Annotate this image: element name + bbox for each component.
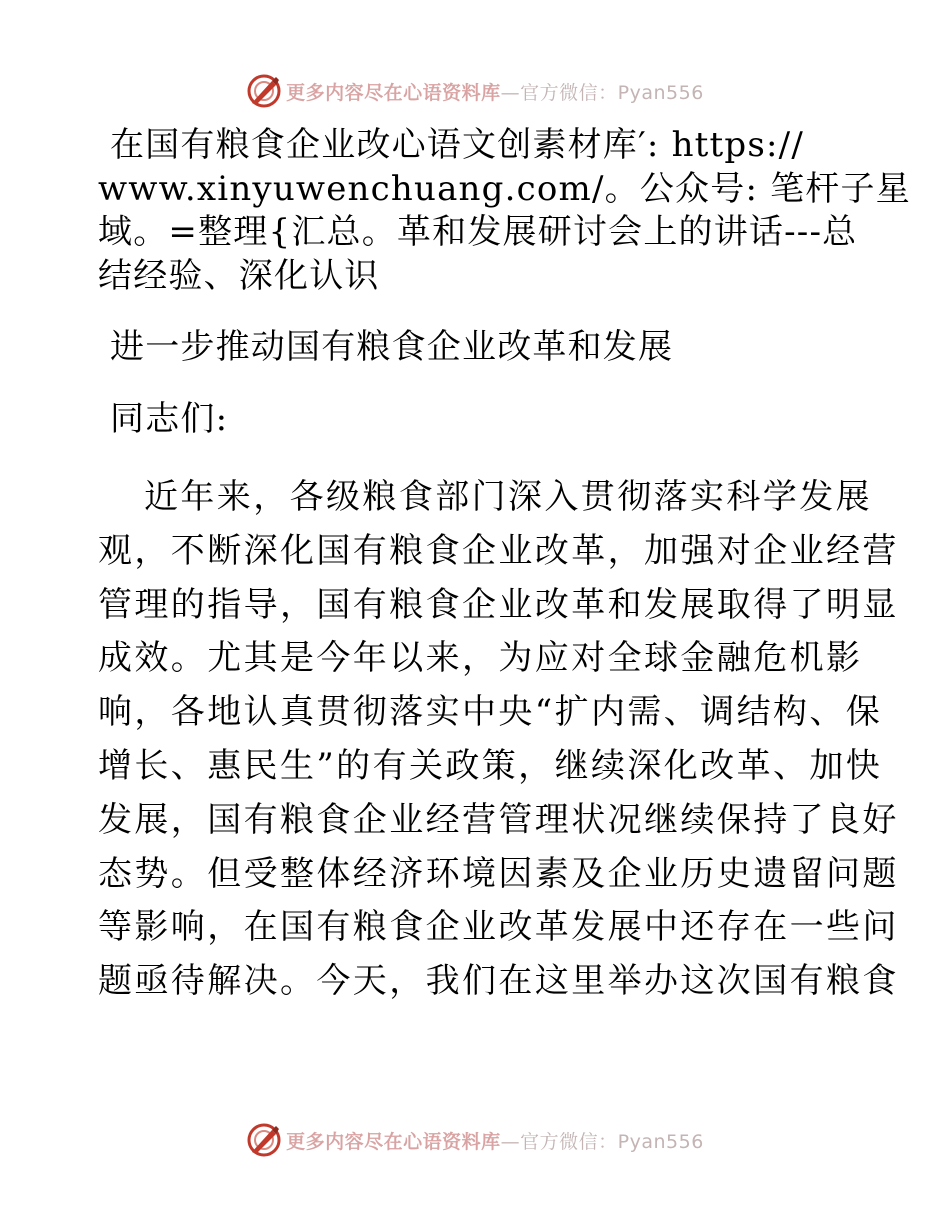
pen-logo-icon bbox=[246, 1122, 282, 1158]
salutation: 同志们: bbox=[110, 398, 229, 439]
banner-inner bbox=[246, 73, 704, 109]
footer-banner bbox=[0, 1118, 950, 1162]
subtitle: 进一步推动国有粮食企业改革和发展 bbox=[110, 327, 674, 367]
paragraph-line: 态势。但受整体经济环境因素及企业历史遗留问题 bbox=[98, 853, 899, 894]
paragraph-line: 题亟待解决。今天，我们在这里举办这次国有粮食 bbox=[98, 961, 899, 1002]
title-line-2: www.xinyuwenchuang.com/。公众号: 笔杆子星 bbox=[98, 168, 911, 209]
paragraph-line: 近年来，各级粮食部门深入贯彻落实科学发展 bbox=[144, 477, 872, 517]
paragraph-line: 响，各地认真贯彻落实中央“扩内需、调结构、保 bbox=[98, 692, 883, 733]
pen-logo-icon bbox=[246, 73, 282, 109]
title-line-4: 结经验、深化认识 bbox=[98, 255, 380, 296]
banner-text bbox=[286, 1127, 704, 1154]
paragraph bbox=[98, 471, 899, 1009]
title-line-1: 在国有粮食企业改心语文创素材库′: https:// bbox=[110, 125, 804, 165]
banner-suffix: 官方微信：Pyan556 bbox=[520, 81, 704, 104]
banner-main-text: 更多内容尽在心语资料库 bbox=[286, 81, 501, 104]
paragraph-line: 等影响，在国有粮食企业改革发展中还存在一些问 bbox=[98, 907, 899, 948]
paragraph-line: 增长、惠民生”的有关政策，继续深化改革、加快 bbox=[98, 745, 883, 786]
banner-text bbox=[286, 78, 704, 105]
title-line-3: 域。=整理{汇总。革和发展研讨会上的讲话---总 bbox=[98, 212, 858, 252]
banner-inner bbox=[246, 1122, 704, 1158]
banner-main-text: 更多内容尽在心语资料库 bbox=[286, 1130, 501, 1153]
header-banner bbox=[0, 69, 950, 113]
document-body bbox=[98, 124, 911, 1009]
banner-separator: — bbox=[500, 81, 521, 104]
banner-suffix: 官方微信：Pyan556 bbox=[520, 1130, 704, 1153]
banner-separator: — bbox=[500, 1130, 521, 1153]
paragraph-line: 发展，国有粮食企业经营管理状况继续保持了良好 bbox=[98, 799, 899, 840]
paragraph-line: 观，不断深化国有粮食企业改革，加强对企业经营 bbox=[98, 530, 899, 571]
paragraph-line: 成效。尤其是今年以来，为应对全球金融危机影 bbox=[98, 638, 863, 679]
paragraph-line: 管理的指导，国有粮食企业改革和发展取得了明显 bbox=[98, 584, 899, 625]
